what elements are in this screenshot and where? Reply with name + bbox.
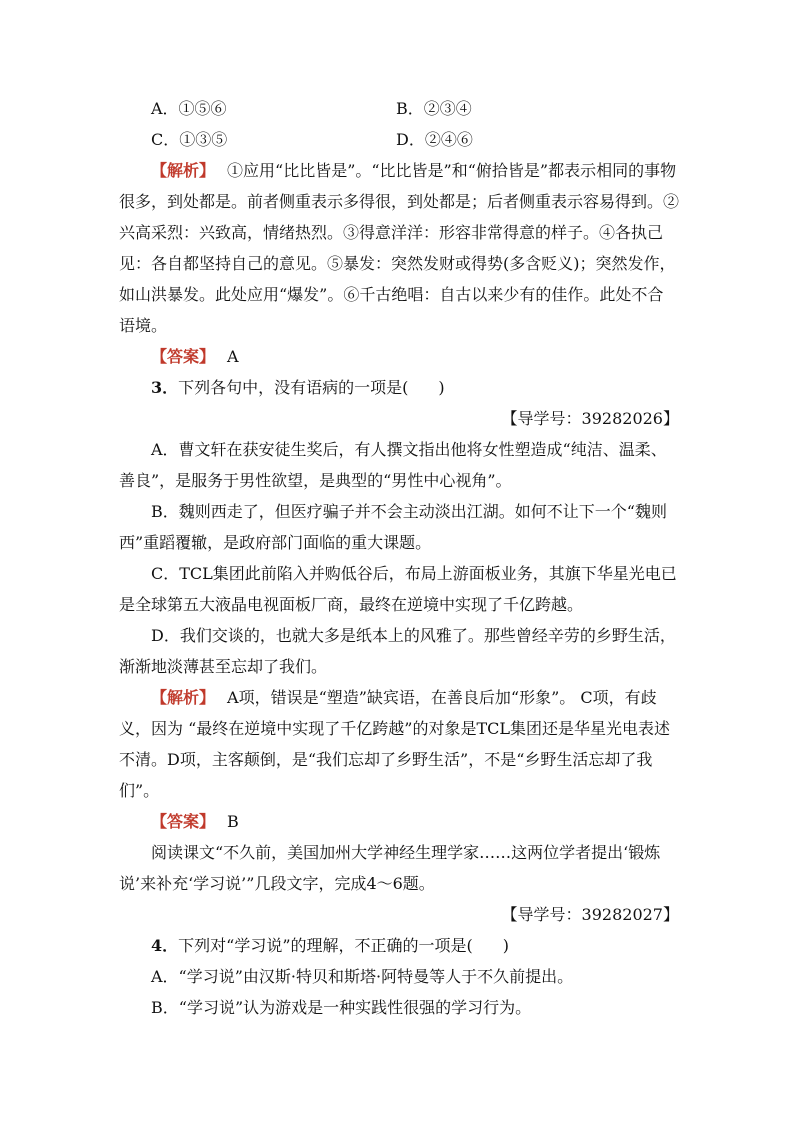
analysis-text: A项，错误是“塑造”缺宾语，在善良后加“形象”。 C项，有歧义，因为 “最终在逆境中实现了千亿跨越”的对象是TCL集团还是华星光电表述不清。D项，主客颠倒，是“我们忘却了乡野生活”，不是“乡野生活忘却了我们”。 [119, 688, 670, 800]
analysis-text: ①应用“比比皆是”。“比比皆是”和“俯拾皆是”都表示相同的事物很多，到处都是。前者侧重表示多得很，到处都是；后者侧重表示容易得到。②兴高采烈：兴致高，情绪热烈。③得意洋洋：形容非常得意的样子。④各执己见：各自都坚持自己的意见。⑤暴发：突然发财或得势(多含贬义)；突然发作，如山洪暴发。此处应用“爆发”。⑥千古绝唱：自古以来少有的佳作。此处不合语境。 [119, 161, 680, 335]
q3-analysis [119, 682, 679, 806]
q3-option-d: D．我们交谈的，也就大多是纸本上的风雅了。那些曾经辛劳的乡野生活，渐渐地淡薄甚至忘却了我们。 [119, 626, 676, 676]
q3-option-a: A．曹文轩在获安徒生奖后，有人撰文指出他将女性塑造成“纯洁、温柔、善良”，是服务于男性欲望，是典型的“男性中心视角”。 [119, 440, 667, 490]
answer-text: A [227, 347, 239, 366]
q2-option-d: D．②④⑥ [396, 130, 473, 149]
q2-answer [119, 341, 679, 372]
question-paren-close: ) [438, 378, 445, 397]
q3-option-b: B．魏则西走了，但医疗骗子并不会主动淡出江湖。如何不让下一个“魏则西”重蹈覆辙，是政府部门面临的重大课题。 [119, 502, 667, 552]
answer-text: B [227, 812, 239, 831]
q2-analysis [119, 155, 679, 341]
q3-option-c: C．TCL集团此前陷入并购低谷后，布局上游面板业务，其旗下华星光电已是全球第五大液晶电视面板厂商，最终在逆境中实现了千亿跨越。 [119, 564, 677, 614]
reading-guide-number: 【导学号：39282027】 [501, 905, 679, 924]
question-number: 3． [151, 378, 179, 397]
q3-guide-number: 【导学号：39282026】 [501, 409, 679, 428]
q2-options [119, 93, 679, 155]
q3-answer [119, 806, 679, 837]
question-number: 4． [151, 936, 179, 955]
q2-option-b: B．②③④ [396, 99, 472, 118]
q4-stem [119, 930, 679, 961]
q4-option-b: B．“学习说”认为游戏是一种实践性很强的学习行为。 [151, 998, 532, 1017]
question-text: 下列各句中，没有语病的一项是( [178, 378, 409, 397]
q2-option-c: C．①③⑤ [151, 130, 228, 149]
q4-option-a: A．“学习说”由汉斯·特贝和斯塔·阿特曼等人于不久前提出。 [151, 967, 574, 986]
question-text: 下列对“学习说”的理解，不正确的一项是( [178, 936, 473, 955]
answer-label: 【答案】 [151, 812, 216, 831]
q3-stem [119, 372, 679, 403]
analysis-label: 【解析】 [151, 688, 216, 707]
reading-intro: 阅读课文“不久前，美国加州大学神经生理学家……这两位学者提出‘锻炼说’来补充‘学习说’”几段文字，完成4～6题。 [119, 843, 661, 893]
q2-option-a: A．①⑤⑥ [151, 99, 227, 118]
question-paren-close: ) [502, 936, 509, 955]
document-page [119, 93, 679, 1023]
answer-label: 【答案】 [151, 347, 216, 366]
analysis-label: 【解析】 [151, 161, 216, 180]
